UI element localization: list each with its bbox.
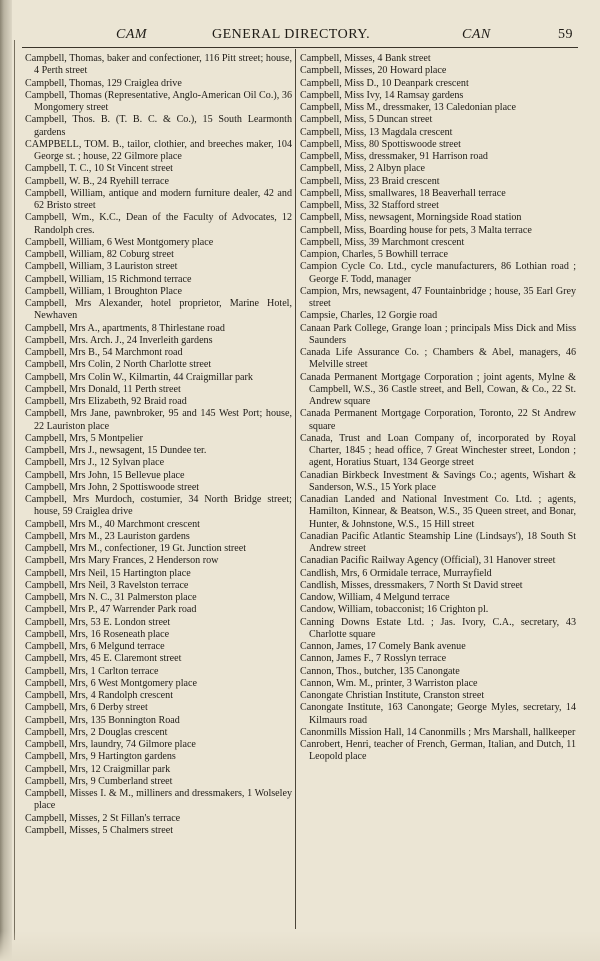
directory-entry: Campbell, Miss, 80 Spottiswoode street [300, 138, 461, 150]
directory-entry: Campbell, Mrs P., 47 Warrender Park road [25, 604, 197, 616]
directory-entry: Campbell, William, 6 West Montgomery place [25, 236, 214, 248]
directory-entry: Campbell, Mrs Elizabeth, 92 Braid road [25, 396, 187, 407]
directory-entry: Canning Downs Estate Ltd. ; Jas. Ivory, C.A., secretary, 43 Charlotte square [300, 616, 576, 640]
left-column [25, 53, 292, 837]
running-header [116, 27, 576, 47]
directory-entry: Canonmills Mission Hall, 14 Canonmills ; Mrs Marshall, hallkeeper [300, 726, 576, 738]
directory-entry: Campion, Mrs, newsagent, 47 Fountainbridge ; house, 35 Earl Grey street [300, 285, 576, 309]
directory-entry: Campbell, Thomas, 129 Craiglea drive [25, 77, 182, 89]
directory-entry: Campbell, Misses I. & M., milliners and dressmakers, 1 Wolseley place [25, 788, 292, 812]
directory-entry: Campbell, Mrs Neil, 3 Ravelston terrace [25, 579, 189, 591]
directory-entry: Campbell, Miss, dressmaker, 91 Harrison road [300, 151, 488, 162]
directory-entry: Campbell, Miss, 32 Stafford street [300, 200, 439, 211]
directory-entry: Campbell, Misses, 4 Bank street [300, 53, 431, 64]
directory-entry: Campbell, Mrs, 16 Roseneath place [25, 628, 170, 640]
directory-entry: Campion, Charles, 5 Bowhill terrace [300, 249, 449, 260]
header-rule [22, 47, 578, 48]
header-title: GENERAL DIRECTORY. [212, 27, 371, 42]
directory-entry: Campbell, Misses, 5 Chalmers street [25, 824, 174, 836]
directory-entry: Campbell, Thos. B. (T. B. C. & Co.), 15 South Learmonth gardens [25, 114, 292, 138]
directory-entry: CAMPBELL, TOM. B., tailor, clothier, and breeches maker, 104 George st. ; house, 22 Gilmore place [25, 138, 292, 162]
directory-entry: Campbell, Miss, 13 Magdala crescent [300, 126, 453, 138]
page-number: 59 [558, 27, 573, 42]
directory-entry: Canadian Landed and National Investment Co. Ltd. ; agents, Hamilton, Kinnear, & Beatson, W.S., 35 Queen street, and Bonar, Hunter, & Johnstone, W.S., 15 Hill street [300, 494, 576, 530]
directory-entry: Campbell, Mrs Neil, 15 Hartington place [25, 567, 191, 579]
directory-entry: Campbell, Miss, 2 Albyn place [300, 163, 426, 175]
directory-entry: Campbell, Miss, 23 Braid crescent [300, 175, 440, 187]
directory-entry: Canongate Christian Institute, Cranston street [300, 690, 485, 701]
directory-entry: Campbell, William, antique and modern furniture dealer, 42 and 62 Bristo street [25, 187, 292, 211]
directory-entry: Canongate Institute, 163 Canongate; George Myles, secretary, 14 Kilmaurs road [300, 702, 576, 726]
directory-entry: Canada Permanent Mortgage Corporation, Toronto, 22 St Andrew square [300, 408, 576, 432]
directory-entry: Campbell, Mrs. Arch. J., 24 Inverleith gardens [25, 334, 213, 346]
header-left-word: CAM [116, 27, 148, 42]
directory-entry: Candlish, Mrs, 6 Ormidale terrace, Murrayfield [300, 567, 492, 579]
directory-entry: Campbell, Mrs, 2 Douglas crescent [25, 726, 168, 738]
directory-entry: Campbell, William, 1 Broughton Place [25, 285, 182, 297]
directory-entry: Campbell, Thomas (Representative, Anglo-American Oil Co.), 36 Mongomery street [25, 89, 292, 113]
directory-entry: Campbell, Mrs J., newsagent, 15 Dundee ter. [25, 445, 207, 456]
directory-entry: Campbell, Mrs, 1 Carlton terrace [25, 665, 159, 677]
directory-entry: Canadian Pacific Railway Agency (Official), 31 Hanover street [300, 555, 556, 567]
directory-entry: Campbell, Mrs John, 15 Bellevue place [25, 469, 185, 481]
directory-entry: Campbell, Mrs A., apartments, 8 Thirlestane road [25, 322, 225, 334]
directory-entry: Canrobert, Henri, teacher of French, German, Italian, and Dutch, 11 Leopold place [300, 739, 576, 763]
directory-entry: Candow, William, 4 Melgund terrace [300, 592, 450, 603]
directory-entry: Campbell, Wm., K.C., Dean of the Faculty of Advocates, 12 Randolph cres. [25, 212, 292, 236]
directory-entry: Campbell, Miss Ivy, 14 Ramsay gardens [300, 89, 464, 101]
page-bottom-edge [0, 931, 600, 961]
directory-entry: Campbell, William, 15 Richmond terrace [25, 273, 192, 285]
directory-entry: Campbell, Miss, Boarding house for pets, 3 Malta terrace [300, 224, 532, 236]
directory-entry: Campbell, Mrs Murdoch, costumier, 34 North Bridge street; house, 59 Craiglea drive [25, 494, 292, 518]
directory-entry: Campbell, Mrs Jane, pawnbroker, 95 and 145 West Port; house, 22 Lauriston place [25, 408, 292, 432]
directory-entry: Candow, William, tobacconist; 16 Crighton pl. [300, 604, 489, 616]
header-right-word: CAN [462, 27, 491, 42]
directory-entry: Campbell, Mrs, 6 West Montgomery place [25, 677, 197, 689]
directory-entry: Canadian Pacific Atlantic Steamship Line (Lindsays'), 18 South St Andrew street [300, 530, 576, 554]
directory-entry: Campbell, Mrs M., confectioner, 19 Gt. Junction street [25, 543, 247, 554]
directory-entry: Canaan Park College, Grange loan ; principals Miss Dick and Miss Saunders [300, 322, 576, 346]
directory-entry: Cannon, Wm. M., printer, 3 Warriston place [300, 677, 478, 689]
directory-entry: Campbell, William, 82 Coburg street [25, 249, 174, 260]
directory-entry: Campbell, Mrs, 6 Melgund terrace [25, 641, 165, 652]
directory-entry: Campbell, Mrs N. C., 31 Palmerston place [25, 592, 197, 603]
directory-entry: Campsie, Charles, 12 Gorgie road [300, 310, 438, 322]
page-binding-shadow [0, 0, 12, 961]
directory-entry: Canada Life Assurance Co. ; Chambers & Abel, managers, 46 Melville street [300, 347, 576, 371]
directory-entry: Campbell, Miss, 39 Marchmont crescent [300, 236, 465, 248]
directory-entry: Campbell, Mrs Colin W., Kilmartin, 44 Craigmillar park [25, 371, 253, 383]
right-column [300, 53, 576, 764]
directory-entry: Campbell, Misses, 20 Howard place [300, 65, 447, 77]
directory-entry: Campbell, Mrs, 9 Hartington gardens [25, 751, 176, 763]
directory-entry: Campbell, Mrs, 9 Cumberland street [25, 775, 173, 787]
directory-entry: Campbell, Mrs Donald, 11 Perth street [25, 383, 181, 395]
directory-entry: Cannon, Thos., butcher, 135 Canongate [300, 665, 460, 677]
directory-entry: Campion Cycle Co. Ltd., cycle manufacturers, 86 Lothian road ; George F. Todd, manager [300, 261, 576, 285]
directory-entry: Campbell, Mrs M., 40 Marchmont crescent [25, 518, 200, 530]
directory-entry: Campbell, Mrs, 135 Bonnington Road [25, 714, 180, 726]
directory-entry: Campbell, Miss, smallwares, 18 Beaverhall terrace [300, 187, 506, 199]
directory-entry: Campbell, Mrs J., 12 Sylvan place [25, 457, 165, 469]
directory-entry: Campbell, Miss, newsagent, Morningside Road station [300, 212, 522, 224]
binding-margin-line [14, 40, 15, 940]
directory-entry: Cannon, James F., 7 Rosslyn terrace [300, 653, 447, 665]
directory-entry: Campbell, Misses, 2 St Fillan's terrace [25, 812, 181, 824]
directory-entry: Campbell, W. B., 24 Ryehill terrace [25, 175, 169, 187]
directory-entry: Campbell, Mrs Alexander, hotel proprietor, Marine Hotel, Newhaven [25, 298, 292, 322]
directory-entry: Campbell, Mrs, 4 Randolph crescent [25, 690, 174, 701]
directory-entry: Campbell, William, 3 Lauriston street [25, 261, 178, 273]
directory-entry: Campbell, Miss D., 10 Deanpark crescent [300, 77, 469, 89]
directory-entry: Campbell, Mrs M., 23 Lauriston gardens [25, 530, 190, 542]
directory-entry: Campbell, Mrs Colin, 2 North Charlotte street [25, 359, 212, 371]
directory-entry: Campbell, Mrs, 6 Derby street [25, 702, 148, 714]
directory-entry: Campbell, Mrs, 12 Craigmillar park [25, 763, 171, 775]
directory-entry: Campbell, Mrs Mary Frances, 2 Henderson row [25, 555, 219, 567]
directory-entry: Canada, Trust and Loan Company of, incorporated by Royal Charter, 1845 ; head office, 7 Great Winchester street, London ; agent, Horatius Stuart, 134 George street [300, 432, 576, 469]
directory-entry: Campbell, Mrs, 45 E. Claremont street [25, 653, 182, 665]
directory-entry: Cannon, James, 17 Comely Bank avenue [300, 641, 466, 652]
directory-entry: Candlish, Misses, dressmakers, 7 North St David street [300, 579, 523, 591]
directory-entry: Canada Permanent Mortgage Corporation ; joint agents, Mylne & Campbell, W.S., 36 Castle street, and Bell, Cowan, & Co., 22 St. Andrew square [300, 371, 576, 407]
directory-entry: Campbell, Mrs, 53 E. London street [25, 616, 171, 628]
directory-entry: Campbell, Mrs B., 54 Marchmont road [25, 347, 183, 358]
column-divider [295, 49, 296, 929]
directory-entry: Campbell, Mrs, laundry, 74 Gilmore place [25, 739, 196, 750]
directory-entry: Campbell, Miss M., dressmaker, 13 Caledonian place [300, 102, 517, 113]
directory-entry: Campbell, Thomas, baker and confectioner, 116 Pitt street; house, 4 Perth street [25, 53, 292, 77]
directory-entry: Campbell, Miss, 5 Duncan street [300, 114, 433, 126]
directory-entry: Campbell, Mrs, 5 Montpelier [25, 432, 144, 444]
directory-entry: Campbell, Mrs John, 2 Spottiswoode street [25, 481, 200, 493]
directory-entry: Canadian Birkbeck Investment & Savings Co.; agents, Wishart & Sanderson, W.S., 15 York place [300, 469, 576, 493]
directory-entry: Campbell, T. C., 10 St Vincent street [25, 163, 173, 175]
